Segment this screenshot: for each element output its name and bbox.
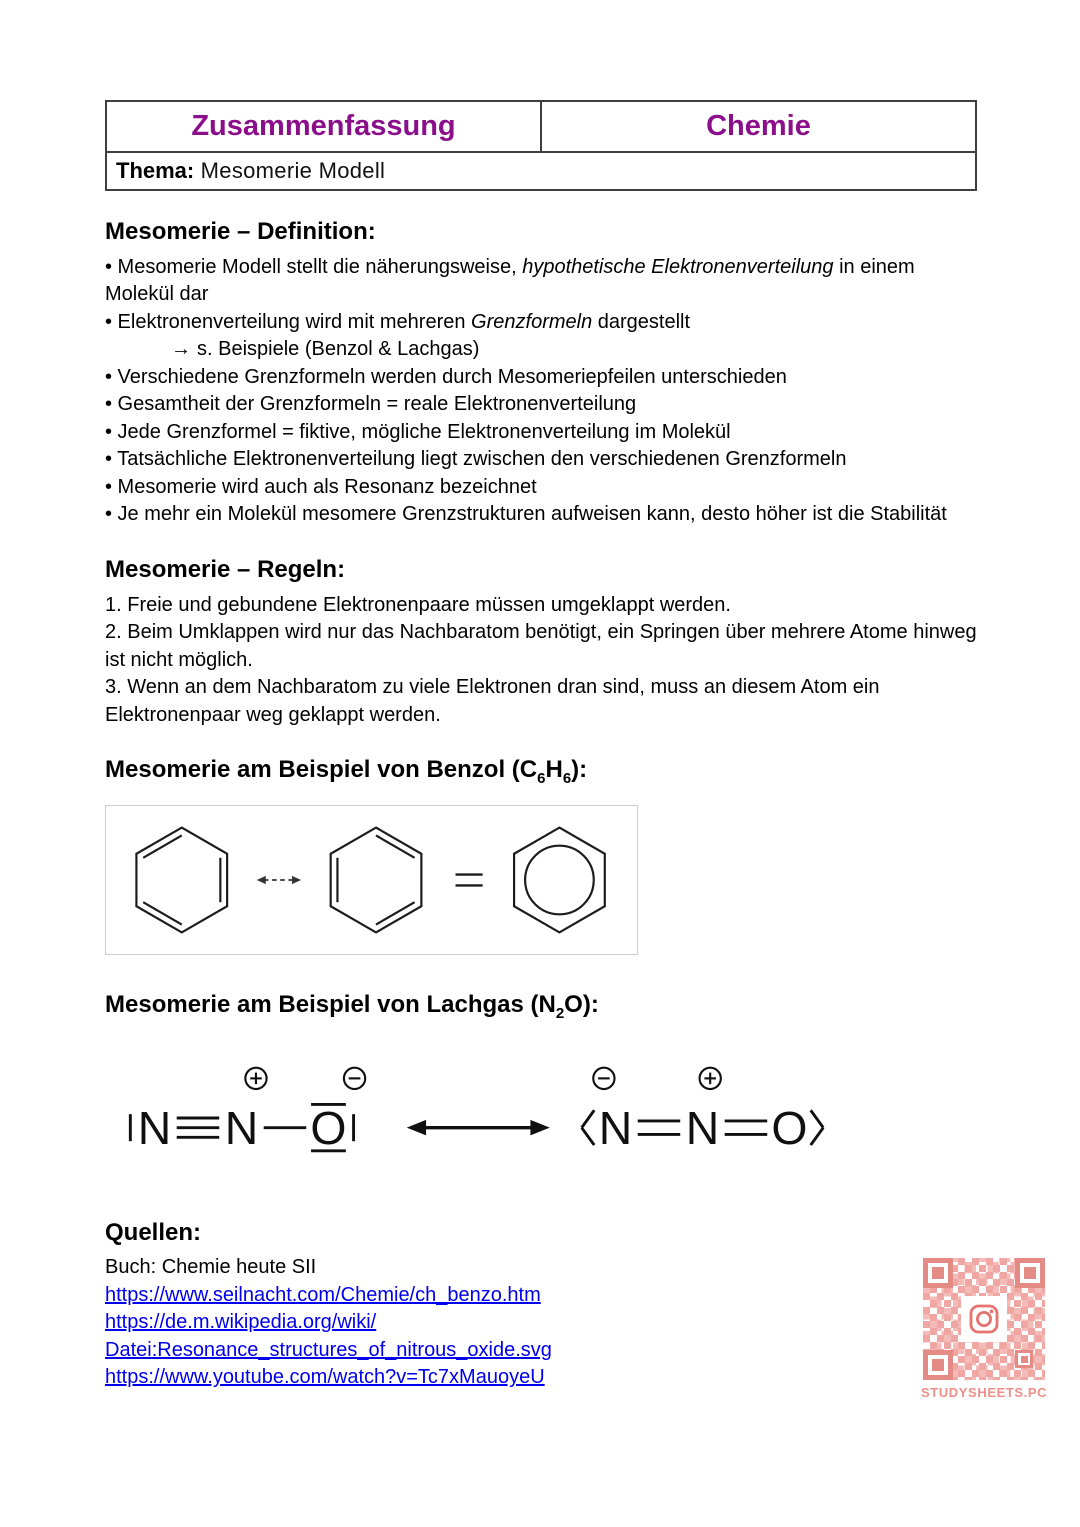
instagram-icon [961, 1296, 1007, 1342]
resonance-arrow-icon [407, 1120, 550, 1135]
minus-charge-icon [593, 1067, 614, 1088]
atom-label: N [685, 1101, 720, 1154]
definition-bullet: • Verschiedene Grenzformeln werden durch Mesomeriepfeilen unterschieden [105, 365, 787, 388]
n2o-right-structure [582, 1067, 824, 1153]
definition-bullet: • Gesamtheit der Grenzformeln = reale Elektronenverteilung [105, 393, 637, 416]
bullet-text: dargestellt [592, 310, 691, 333]
lachgas-heading-text: Mesomerie am Beispiel von Lachgas (N [105, 990, 556, 1018]
arrow-note-text: s. Beispiele (Benzol & Lachgas) [197, 338, 480, 361]
definition-bullet [105, 309, 977, 337]
benzol-heading-text: H [545, 756, 563, 784]
plus-charge-icon [700, 1067, 721, 1088]
page-content [105, 100, 977, 1392]
brand-caption: STUDYSHEETS.PC [921, 1385, 1048, 1400]
atom-label: O [771, 1101, 808, 1154]
source-link[interactable]: https://www.seilnacht.com/Chemie/ch_benzo.htm [105, 1283, 541, 1306]
atom-label: N [137, 1101, 172, 1154]
qr-finder-pattern [1015, 1258, 1045, 1288]
bullet-italic: Grenzformeln [471, 310, 593, 333]
n2o-resonance-diagram [111, 1049, 977, 1192]
equals-icon [456, 874, 483, 885]
plus-charge-icon [245, 1067, 266, 1088]
header-table [105, 100, 977, 191]
lachgas-heading-sub: 2 [555, 1004, 565, 1022]
arrow-icon: → [171, 338, 191, 361]
source-link[interactable]: https://www.youtube.com/watch?v=Tc7xMauoyeU [105, 1366, 545, 1389]
subject-title: Chemie [541, 101, 976, 152]
source-link[interactable]: Datei:Resonance_structures_of_nitrous_oxide.svg [105, 1338, 552, 1361]
atom-label: O [310, 1101, 347, 1154]
benzene-kekule-1 [136, 827, 227, 932]
bullet-italic: hypothetische Elektronenverteilung [522, 255, 834, 278]
benzol-heading [105, 756, 977, 788]
qr-alignment-pattern [1015, 1350, 1033, 1368]
source-link[interactable]: https://de.m.wikipedia.org/wiki/ [105, 1311, 377, 1334]
arrow-note [105, 336, 977, 364]
minus-charge-icon [344, 1067, 365, 1088]
benzol-heading-sub: 6 [562, 769, 572, 787]
bullet-text: • Mesomerie Modell stellt die näherungsweise, [105, 255, 523, 278]
thema-value: Mesomerie Modell [194, 158, 386, 183]
qr-code [923, 1258, 1045, 1380]
definition-bullet [105, 254, 977, 309]
atom-label: N [224, 1101, 259, 1154]
bullet-text: • Elektronenverteilung wird mit mehreren [105, 310, 472, 333]
definition-bullet: • Je mehr ein Molekül mesomere Grenzstrukturen aufweisen kann, desto höher ist die Stabilität [105, 503, 947, 526]
rule-item: 1. Freie und gebundene Elektronenpaare müssen umgeklappt werden. [105, 593, 731, 616]
lachgas-heading [105, 991, 977, 1023]
thema-label: Thema: [116, 158, 195, 183]
thema-row [106, 152, 976, 190]
rule-item: 2. Beim Umklappen wird nur das Nachbaratom benötigt, ein Springen über mehrere Atome hinweg ist nicht möglich. [105, 621, 977, 671]
rule-item: 3. Wenn an dem Nachbaratom zu viele Elektronen dran sind, muss an diesem Atom ein Elektronenpaar weg geklappt werden. [105, 676, 880, 726]
definition-bullet: • Jede Grenzformel = fiktive, mögliche Elektronenverteilung im Molekül [105, 420, 731, 443]
definition-heading: Mesomerie – Definition: [105, 218, 376, 245]
qr-finder-pattern [923, 1350, 953, 1380]
definition-bullet: • Tatsächliche Elektronenverteilung liegt zwischen den verschiedenen Grenzformeln [105, 448, 847, 471]
benzene-delocalized-ring [514, 827, 605, 932]
lachgas-heading-text: O): [564, 990, 599, 1018]
benzol-heading-sub: 6 [537, 769, 546, 787]
benzol-heading-text: ): [571, 756, 588, 784]
double-headed-arrow-icon [257, 876, 301, 884]
summary-title: Zusammenfassung [106, 101, 541, 152]
brand-block [921, 1258, 1047, 1400]
qr-finder-pattern [923, 1258, 953, 1288]
n2o-left-structure [130, 1067, 365, 1153]
definition-bullet: • Mesomerie wird auch als Resonanz bezeichnet [105, 475, 537, 498]
rules-heading: Mesomerie – Regeln: [105, 555, 346, 583]
atom-label: N [598, 1101, 633, 1154]
benzene-resonance-diagram [105, 805, 638, 955]
source-book: Buch: Chemie heute SII [105, 1256, 317, 1279]
bullet-text: in einem Molekül dar [105, 255, 915, 306]
sources-heading: Quellen: [105, 1218, 202, 1246]
benzene-kekule-2 [331, 827, 422, 932]
benzol-heading-text: Mesomerie am Beispiel von Benzol (C [105, 756, 538, 784]
